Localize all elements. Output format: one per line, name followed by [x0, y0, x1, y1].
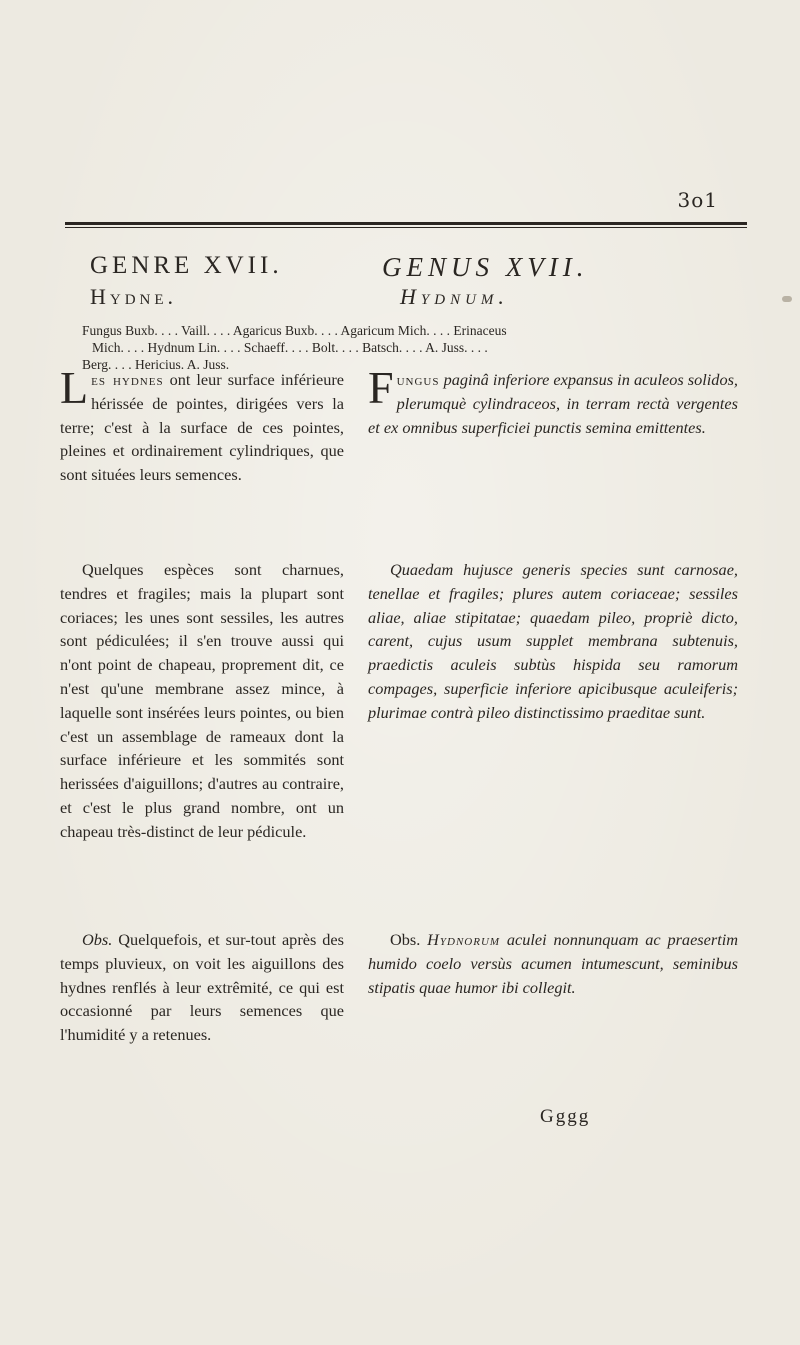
- paragraph-text: ont leur surface inférieure hérissée de pointes, dirigées vers la terre; c'est à la surface de ces pointes, pleines et ordinairement cylindriques, que sont situées leurs semences.: [60, 370, 344, 485]
- paragraph-text: Quaedam hujusce generis species sunt carnosae, tenellae et fragiles; plures autem coriaceae; sessiles aliae, aliae stipitatae; quaedam pileo, propriè dicto, carent, cujus usum supplet membrana subtenuis, praedictis aculeis subtùs hispida seu ramorum compages, superficie inferiore apicibusque aculeiferis; plurimae contrà pileo distinctissimo praeditae sunt.: [368, 560, 738, 722]
- genus-title-french: Hydne.: [90, 284, 178, 309]
- signature-mark: Gggg: [540, 1106, 591, 1127]
- header-rule: [65, 222, 747, 228]
- genus-title-latin: Hydnum.: [400, 284, 509, 309]
- genre-heading-latin: GENUS XVII.: [382, 252, 589, 282]
- synonyms-line: Mich. . . . Hydnum Lin. . . . Schaeff. . . . Bolt. . . . Batsch. . . . A. Juss. . . .: [92, 340, 488, 355]
- paragraph-text: paginâ inferiore expansus in aculeos solidos, plerumquè cylindraceos, in terram rectà vergentes et ex omnibus superficiei punctis semina emittentes.: [368, 370, 738, 437]
- drop-cap: F: [368, 362, 394, 413]
- latin-paragraph-description: [368, 362, 738, 439]
- small-caps-text: es hydnes: [91, 370, 164, 389]
- synonyms-line: Berg. . . . Hericius. A. Juss.: [82, 357, 230, 372]
- paper-blemish: [782, 296, 792, 302]
- synonyms-block: [78, 322, 758, 373]
- small-caps-text: Hydnorum: [427, 930, 501, 949]
- paragraph-text: aculei nonnunquam ac praesertim humido coelo versùs acumen intumescunt, seminibus stipatis quae humor ibi collegit.: [368, 930, 738, 997]
- page-number: 3o1: [677, 188, 718, 212]
- drop-cap: L: [60, 362, 89, 413]
- observation-label: Obs.: [390, 930, 421, 949]
- latin-paragraph-observation: [368, 928, 738, 999]
- french-paragraph-species: [60, 558, 344, 844]
- paragraph-text: Quelques espèces sont charnues, tendres et fragiles; mais la plupart sont coriaces; les unes sont sessiles, les autres sont pédiculées; il s'en trouve aussi qui n'ont point de chapeau, proprement dit, ce n'est qu'une membrane assez mince, à laquelle sont insérées leurs pointes, ou bien c'est un assemblage de rameaux dont la surface inférieure et les sommités sont herissées d'aiguillons; d'autres au contraire, et c'est le plus grand nombre, ont un chapeau très-distinct de leur pédicule.: [60, 560, 344, 841]
- paragraph-text: Quelquefois, et sur-tout après des temps pluvieux, on voit les aiguillons des hydnes renflés à leur extrêmité, ce qui est occasionné par leurs semences que l'humidité y a retenues.: [60, 930, 344, 1045]
- latin-paragraph-species: [368, 558, 738, 725]
- observation-label: Obs.: [82, 930, 113, 949]
- genre-heading-french: GENRE XVII.: [90, 252, 283, 279]
- french-paragraph-observation: [60, 928, 344, 1047]
- small-caps-text: ungus: [396, 370, 440, 389]
- synonyms-line: Fungus Buxb. . . . Vaill. . . . Agaricus Buxb. . . . Agaricum Mich. . . . Erinaceus: [82, 323, 507, 338]
